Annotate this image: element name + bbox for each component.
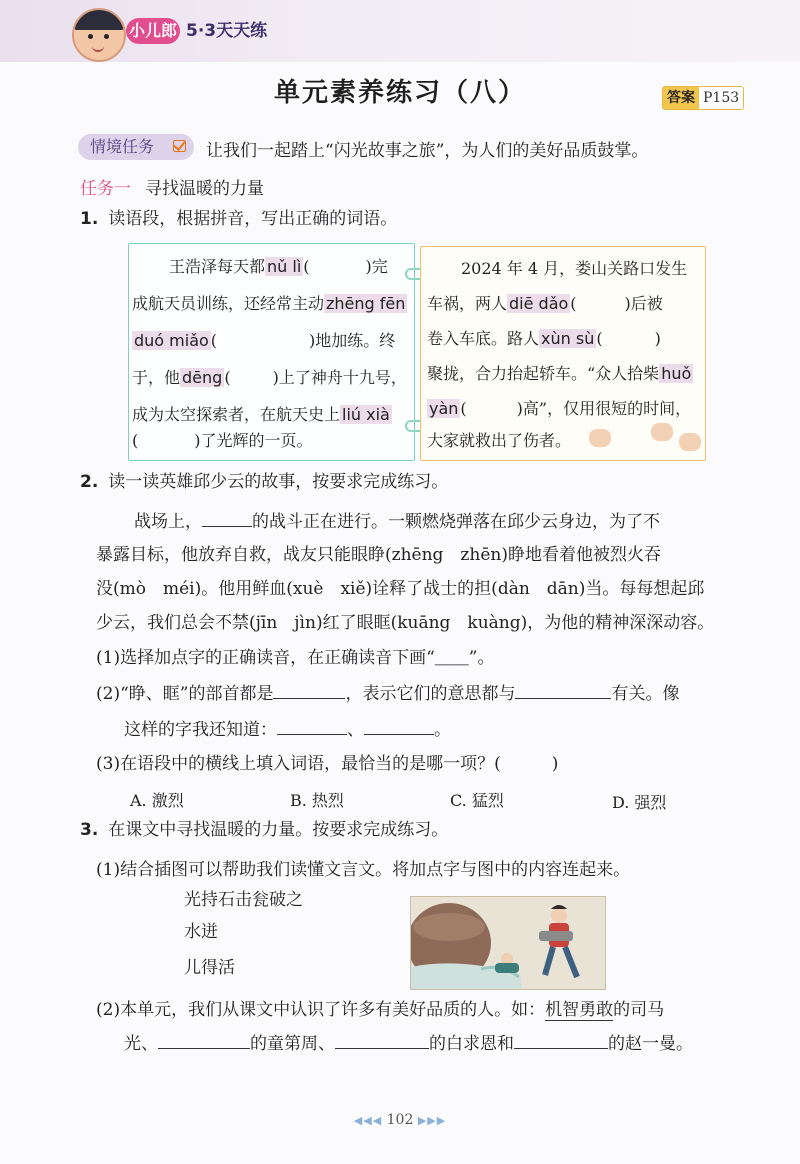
- fist-icon: [651, 423, 673, 441]
- context-label: 情境任务: [90, 137, 155, 156]
- pinyin: zhēng fēn: [326, 294, 406, 313]
- pinyin: diē dǎo: [509, 294, 569, 313]
- answer-label: 答案: [663, 87, 699, 109]
- prev-arrows-icon: ◀◀◀: [353, 1114, 383, 1127]
- illustration-sima-guang: [410, 896, 606, 990]
- context-text: 让我们一起踏上“闪光故事之旅”，为人们的美好品质鼓掌。: [206, 141, 649, 161]
- pinyin: xùn sù: [541, 329, 595, 348]
- fill-blank[interactable]: [158, 1030, 250, 1049]
- question-1-prompt: 1. 读语段，根据拼音，写出正确的词语。: [80, 209, 398, 229]
- subquestion-2-3: (3)在语段中的横线上填入词语，最恰当的是哪一项？( ): [96, 754, 559, 774]
- pinyin: dēng: [182, 368, 223, 387]
- brand-badge: 小儿郎: [126, 18, 180, 44]
- subquestion-2-2: (2)“睁、眶”的部首都是 ，表示它们的意思都与 有关。像: [96, 676, 679, 713]
- page-footer: [0, 1112, 800, 1128]
- pinyin: huǒ: [661, 364, 692, 383]
- question-3-prompt: 3. 在课文中寻找温暖的力量。按要求完成练习。: [80, 820, 449, 840]
- fill-blank[interactable]: [514, 1030, 608, 1049]
- checkbox-icon: [173, 140, 186, 152]
- subquestion-2-1: (1)选择加点字的正确读音，在正确读音下画“＿＿”。: [96, 648, 495, 668]
- pinyin: duó miǎo: [134, 331, 209, 350]
- next-arrows-icon: ▶▶▶: [417, 1114, 447, 1127]
- option-c[interactable]: C. 猛烈: [450, 791, 504, 810]
- task-title: 寻找温暖的力量: [145, 179, 264, 199]
- page-title: 单元素养练习（八）: [273, 78, 526, 108]
- story-line: 少云，我们总会不禁(jīn jìn)红了眼眶(kuāng kuàng)，为他的精神深深动容。: [96, 613, 715, 633]
- fill-blank[interactable]: [364, 716, 434, 735]
- pinyin: nǔ lì: [267, 257, 302, 276]
- match-item-1[interactable]: 光持石击瓮破之: [184, 890, 303, 910]
- answer-page: P153: [699, 87, 743, 109]
- subquestion-3-1: (1)结合插图可以帮助我们读懂文言文。将加点字与图中的内容连起来。: [96, 860, 631, 880]
- subquestion-2-2-cont: 这样的字我还知道： 、 。: [124, 712, 451, 749]
- question-2-prompt: 2. 读一读英雄邱少云的故事，按要求完成练习。: [80, 472, 449, 492]
- task-heading: [80, 174, 264, 199]
- fill-blank[interactable]: [277, 716, 347, 735]
- story-line: 战场上， 的战斗正在进行。一颗燃烧弹落在邱少云身边，为了不: [134, 504, 660, 541]
- option-a[interactable]: A. 激烈: [130, 791, 184, 810]
- match-item-3[interactable]: 儿得活: [184, 958, 235, 978]
- match-item-2[interactable]: 水迸: [184, 922, 218, 942]
- story-line: 没(mò méi)。他用鲜血(xuè xiě)诠释了战士的担(dàn dān)当。每每想起邱: [96, 579, 705, 599]
- pinyin: yàn: [429, 399, 459, 418]
- fill-blank[interactable]: [515, 680, 611, 699]
- answer-tag[interactable]: [662, 86, 744, 110]
- subquestion-3-2: (2)本单元，我们从课文中认识了许多有美好品质的人。如：机智勇敢的司马: [96, 1000, 665, 1020]
- page-number: 102: [386, 1112, 414, 1128]
- fill-blank[interactable]: [335, 1030, 429, 1049]
- passage-box-2: 2024 年 4 月，娄山关路口发生 车祸，两人 diē dǎo ( )后被 卷入车底。路人 xùn sù ( ) 聚拢，合力抬起轿车。“众人拾柴 huǒ yàn ( )高”，仅用很短的时间， 大家就救出了伤者。: [420, 246, 706, 461]
- fill-blank[interactable]: [273, 680, 345, 699]
- pinyin: liú xià: [342, 405, 390, 424]
- option-b[interactable]: B. 热烈: [290, 791, 344, 810]
- subquestion-3-2-cont: 光、 的童第周、 的白求恩和 的赵一曼。: [124, 1026, 693, 1063]
- option-d[interactable]: D. 强烈: [612, 793, 667, 812]
- story-line: 暴露目标，他放弃自救，战友只能眼睁(zhēng zhēn)睁地看着他被烈火吞: [96, 545, 661, 565]
- fist-icon: [679, 433, 701, 451]
- mascot-avatar: [72, 8, 126, 62]
- brand-text: 5·3天天练: [186, 21, 268, 41]
- passage-box-1: 王浩泽每天都 nǔ lì ( )完 成航天员训练，还经常主动 zhēng fēn duó miǎo ( )地加练。终 于，他 dēng ( )上了神舟十九号， 成为太空探索者，在航天史上 liú xià ( )了光辉的一页。: [128, 243, 415, 461]
- fist-icon: [589, 429, 611, 447]
- task-label: 任务一: [80, 179, 131, 199]
- context-badge: [78, 134, 194, 160]
- fill-blank[interactable]: [202, 508, 252, 527]
